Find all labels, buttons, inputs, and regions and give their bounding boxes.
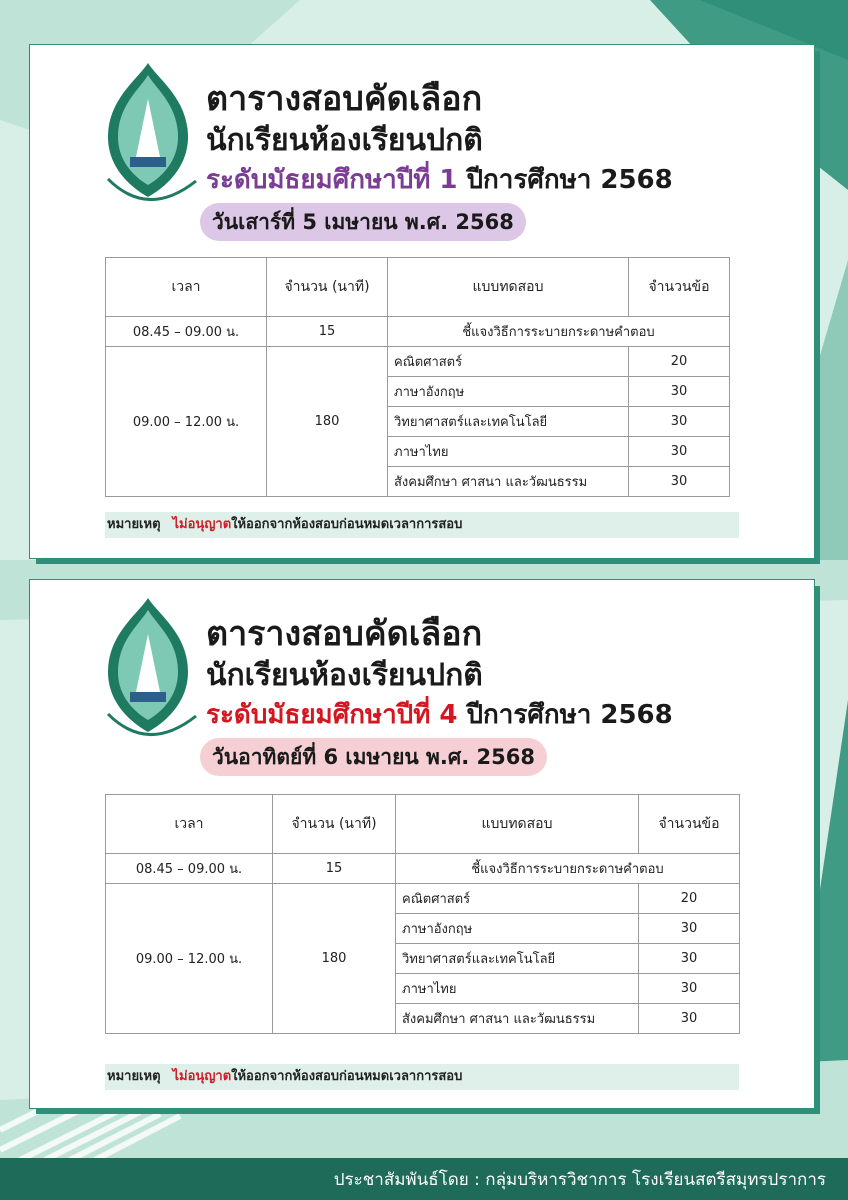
subject-cell: ภาษาไทย	[396, 974, 639, 1004]
subject-cell: วิทยาศาสตร์และเทคโนโลยี	[388, 407, 629, 437]
table-header-row	[106, 795, 740, 854]
remark-text: ให้ออกจากห้องสอบก่อนหมดเวลาการสอบ	[231, 1069, 463, 1084]
grade-level-heading	[206, 159, 673, 200]
page-subtitle: นักเรียนห้องเรียนปกติ	[206, 658, 483, 693]
table-row	[106, 884, 740, 914]
grade-level-heading	[206, 694, 673, 735]
remark-label: หมายเหตุ	[107, 517, 161, 532]
subject-cell: ภาษาอังกฤษ	[396, 914, 639, 944]
count-cell: 30	[629, 467, 730, 497]
remark-bar	[105, 1064, 739, 1090]
subject-cell: คณิตศาสตร์	[388, 347, 629, 377]
academic-year: ปีการศึกษา 2568	[466, 165, 673, 195]
instruction-cell: ชี้แจงวิธีการระบายกระดาษคำตอบ	[388, 317, 730, 347]
subject-cell: ภาษาไทย	[388, 437, 629, 467]
time-cell: 08.45 – 09.00 น.	[106, 317, 267, 347]
exam-date-badge: วันอาทิตย์ที่ 6 เมษายน พ.ศ. 2568	[200, 738, 547, 776]
header-time: เวลา	[106, 795, 273, 854]
minutes-cell: 15	[267, 317, 388, 347]
subject-cell: สังคมศึกษา ศาสนา และวัฒนธรรม	[388, 467, 629, 497]
count-cell: 30	[629, 437, 730, 467]
count-cell: 30	[639, 1004, 740, 1034]
schedule-table	[105, 794, 740, 1034]
exam-schedule-card-m1	[30, 45, 814, 558]
grade-level: ระดับมัธยมศึกษาปีที่ 1	[206, 165, 458, 195]
exam-schedule-card-m4	[30, 580, 814, 1108]
remark-warning: ไม่อนุญาต	[172, 517, 232, 532]
schedule-table	[105, 257, 730, 497]
count-cell: 20	[629, 347, 730, 377]
header-test: แบบทดสอบ	[388, 258, 629, 317]
count-cell: 30	[639, 914, 740, 944]
grade-level: ระดับมัธยมศึกษาปีที่ 4	[206, 700, 458, 730]
count-cell: 30	[629, 377, 730, 407]
minutes-cell: 15	[273, 854, 396, 884]
subject-cell: วิทยาศาสตร์และเทคโนโลยี	[396, 944, 639, 974]
header-count: จำนวนข้อ	[629, 258, 730, 317]
school-logo-icon	[78, 594, 218, 744]
header-test: แบบทดสอบ	[396, 795, 639, 854]
header-time: เวลา	[106, 258, 267, 317]
count-cell: 30	[639, 944, 740, 974]
minutes-cell: 180	[267, 347, 388, 497]
time-cell: 09.00 – 12.00 น.	[106, 884, 273, 1034]
subject-cell: ภาษาอังกฤษ	[388, 377, 629, 407]
footer-credit: ประชาสัมพันธ์โดย : กลุ่มบริหารวิชาการ โรงเรียนสตรีสมุทรปราการ	[333, 1170, 826, 1190]
subject-cell: คณิตศาสตร์	[396, 884, 639, 914]
header-minutes: จำนวน (นาที)	[267, 258, 388, 317]
table-row	[106, 317, 730, 347]
school-logo-icon	[78, 59, 218, 209]
footer-bar	[0, 1158, 848, 1200]
remark-warning: ไม่อนุญาต	[172, 1069, 232, 1084]
table-header-row	[106, 258, 730, 317]
time-cell: 08.45 – 09.00 น.	[106, 854, 273, 884]
time-cell: 09.00 – 12.00 น.	[106, 347, 267, 497]
count-cell: 30	[629, 407, 730, 437]
subject-cell: สังคมศึกษา ศาสนา และวัฒนธรรม	[396, 1004, 639, 1034]
table-row	[106, 347, 730, 377]
count-cell: 30	[639, 974, 740, 1004]
remark-bar	[105, 512, 739, 538]
page-title: ตารางสอบคัดเลือก	[206, 614, 483, 654]
page-title: ตารางสอบคัดเลือก	[206, 79, 483, 119]
header-count: จำนวนข้อ	[639, 795, 740, 854]
remark-label: หมายเหตุ	[107, 1069, 161, 1084]
table-row	[106, 854, 740, 884]
page-subtitle: นักเรียนห้องเรียนปกติ	[206, 123, 483, 158]
instruction-cell: ชี้แจงวิธีการระบายกระดาษคำตอบ	[396, 854, 740, 884]
count-cell: 20	[639, 884, 740, 914]
minutes-cell: 180	[273, 884, 396, 1034]
exam-date-badge: วันเสาร์ที่ 5 เมษายน พ.ศ. 2568	[200, 203, 526, 241]
academic-year: ปีการศึกษา 2568	[466, 700, 673, 730]
header-minutes: จำนวน (นาที)	[273, 795, 396, 854]
remark-text: ให้ออกจากห้องสอบก่อนหมดเวลาการสอบ	[231, 517, 463, 532]
